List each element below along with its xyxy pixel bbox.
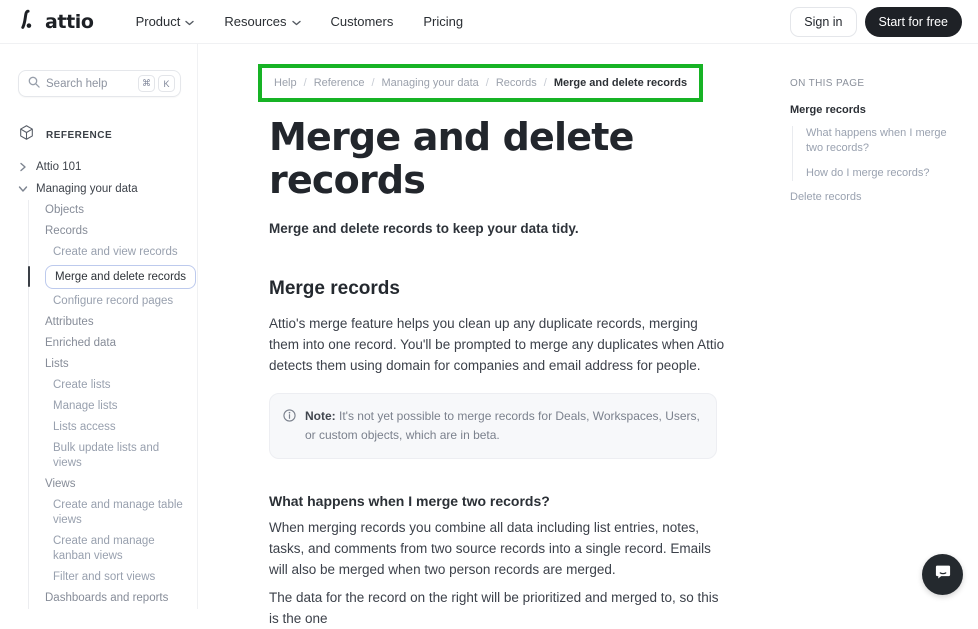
toc-subsection xyxy=(792,126,978,181)
sidebar-item-lists-access[interactable]: Lists access xyxy=(53,421,116,433)
k-key: K xyxy=(158,75,175,92)
header-actions xyxy=(790,7,962,37)
breadcrumb-current-page: Merge and delete records xyxy=(553,77,688,89)
search-shortcut xyxy=(138,75,175,92)
sidebar-item-create-lists[interactable]: Create lists xyxy=(53,379,111,391)
main-nav xyxy=(136,14,464,29)
active-indicator-bar xyxy=(28,266,31,287)
info-icon xyxy=(283,409,296,445)
breadcrumb-reference[interactable]: Reference xyxy=(313,77,365,89)
sidebar-item-merge-and-delete-records[interactable]: Merge and delete records xyxy=(29,263,197,291)
chat-widget-button[interactable] xyxy=(922,554,963,595)
toc-item-what-happens[interactable]: What happens when I merge two records? xyxy=(806,127,947,154)
sidebar-item-attributes[interactable]: Attributes xyxy=(45,316,94,328)
sidebar-item-manage-lists[interactable]: Manage lists xyxy=(53,400,118,412)
search-icon xyxy=(28,75,40,93)
chevron-down-icon xyxy=(292,14,301,29)
nav-customers[interactable]: Customers xyxy=(330,14,394,29)
breadcrumb-separator: / xyxy=(303,77,307,89)
breadcrumb-managing-your-data[interactable]: Managing your data xyxy=(381,77,479,89)
sidebar-item-create-and-manage-table-views[interactable]: Create and manage table views xyxy=(53,499,183,526)
sidebar-item-objects[interactable]: Objects xyxy=(45,204,84,216)
sidebar-item-create-and-view-records[interactable]: Create and view records xyxy=(53,246,178,258)
reference-label: REFERENCE xyxy=(46,129,113,141)
nav-product[interactable]: Product xyxy=(136,14,195,29)
paragraph-truncated: The data for the record on the right will be prioritized and merged to, so this is the one xyxy=(269,590,719,627)
breadcrumb-records[interactable]: Records xyxy=(495,77,537,89)
on-this-page-label: ON THIS PAGE xyxy=(790,78,865,89)
page-title: Merge and delete records xyxy=(269,115,634,202)
sidebar-item-records[interactable]: Records xyxy=(45,225,88,237)
start-for-free-button[interactable]: Start for free xyxy=(865,7,962,37)
sidebar-item-dashboards-and-reports[interactable]: Dashboards and reports xyxy=(45,592,169,604)
cmd-key: ⌘ xyxy=(138,75,155,92)
reference-cube-icon xyxy=(18,124,35,146)
sidebar-item-bulk-update-lists-and-views[interactable]: Bulk update lists and views xyxy=(53,442,160,469)
attio-logo-icon xyxy=(18,9,39,35)
breadcrumb-separator: / xyxy=(485,77,489,89)
attio-logo[interactable] xyxy=(18,9,94,35)
breadcrumb-help[interactable]: Help xyxy=(274,77,297,89)
sidebar-item-create-and-manage-kanban-views[interactable]: Create and manage kanban views xyxy=(53,535,155,562)
paragraph: Attio's merge feature helps you clean up any duplicate records, merging them into one record. You'll be prompted to merge any duplicates when Attio detects them using domain for companies and email address for people. xyxy=(269,316,725,374)
sidebar-item-managing-your-data[interactable]: Managing your data xyxy=(18,178,197,200)
breadcrumb-separator: / xyxy=(371,77,375,89)
paragraph: When merging records you combine all data including list entries, notes, tasks, and comments from two source records into a single record. Emails will also be merged when two person records are merged. xyxy=(269,520,711,578)
sign-in-button[interactable]: Sign in xyxy=(790,7,856,37)
toc-item-delete-records[interactable]: Delete records xyxy=(790,191,862,203)
attio-wordmark: attio xyxy=(45,10,94,33)
chevron-down-icon xyxy=(18,185,28,193)
chevron-right-icon xyxy=(18,162,28,172)
sidebar-item-enriched-data[interactable]: Enriched data xyxy=(45,337,116,349)
toc-item-merge-records[interactable]: Merge records xyxy=(790,104,866,116)
section-heading-merge-records: Merge records xyxy=(269,278,400,300)
article-content xyxy=(198,44,790,627)
sidebar-item-attio-101[interactable]: Attio 101 xyxy=(18,156,197,178)
annotation-highlight-box xyxy=(258,64,703,102)
note-text: Note: It's not yet possible to merge records for Deals, Workspaces, Users, or custom objects, which are in beta. xyxy=(305,409,700,443)
sidebar-item-filter-and-sort-views[interactable]: Filter and sort views xyxy=(53,571,156,583)
search-placeholder: Search help xyxy=(46,77,108,90)
nav-pricing[interactable]: Pricing xyxy=(423,14,464,29)
sidebar-item-lists[interactable]: Lists xyxy=(45,358,69,370)
toc-item-how-do-i-merge[interactable]: How do I merge records? xyxy=(806,167,930,179)
note-label: Note: xyxy=(305,409,336,424)
note-callout xyxy=(269,393,717,459)
on-this-page-panel xyxy=(790,44,978,609)
reference-section-header xyxy=(18,124,197,146)
search-input[interactable] xyxy=(18,70,181,97)
nav-resources[interactable]: Resources xyxy=(224,14,300,29)
chevron-down-icon xyxy=(185,14,194,29)
chat-bubble-icon xyxy=(933,562,953,587)
docs-sidebar xyxy=(0,44,198,609)
breadcrumb xyxy=(274,77,687,89)
sub-heading-what-happens: What happens when I merge two records? xyxy=(269,493,550,510)
sidebar-tree xyxy=(18,156,197,609)
sidebar-item-configure-record-pages[interactable]: Configure record pages xyxy=(53,295,174,307)
sidebar-tree-children xyxy=(28,200,197,609)
breadcrumb-separator: / xyxy=(543,77,547,89)
sidebar-item-views[interactable]: Views xyxy=(45,478,76,490)
page-lead: Merge and delete records to keep your data tidy. xyxy=(269,221,579,237)
top-navigation-bar xyxy=(0,0,978,44)
